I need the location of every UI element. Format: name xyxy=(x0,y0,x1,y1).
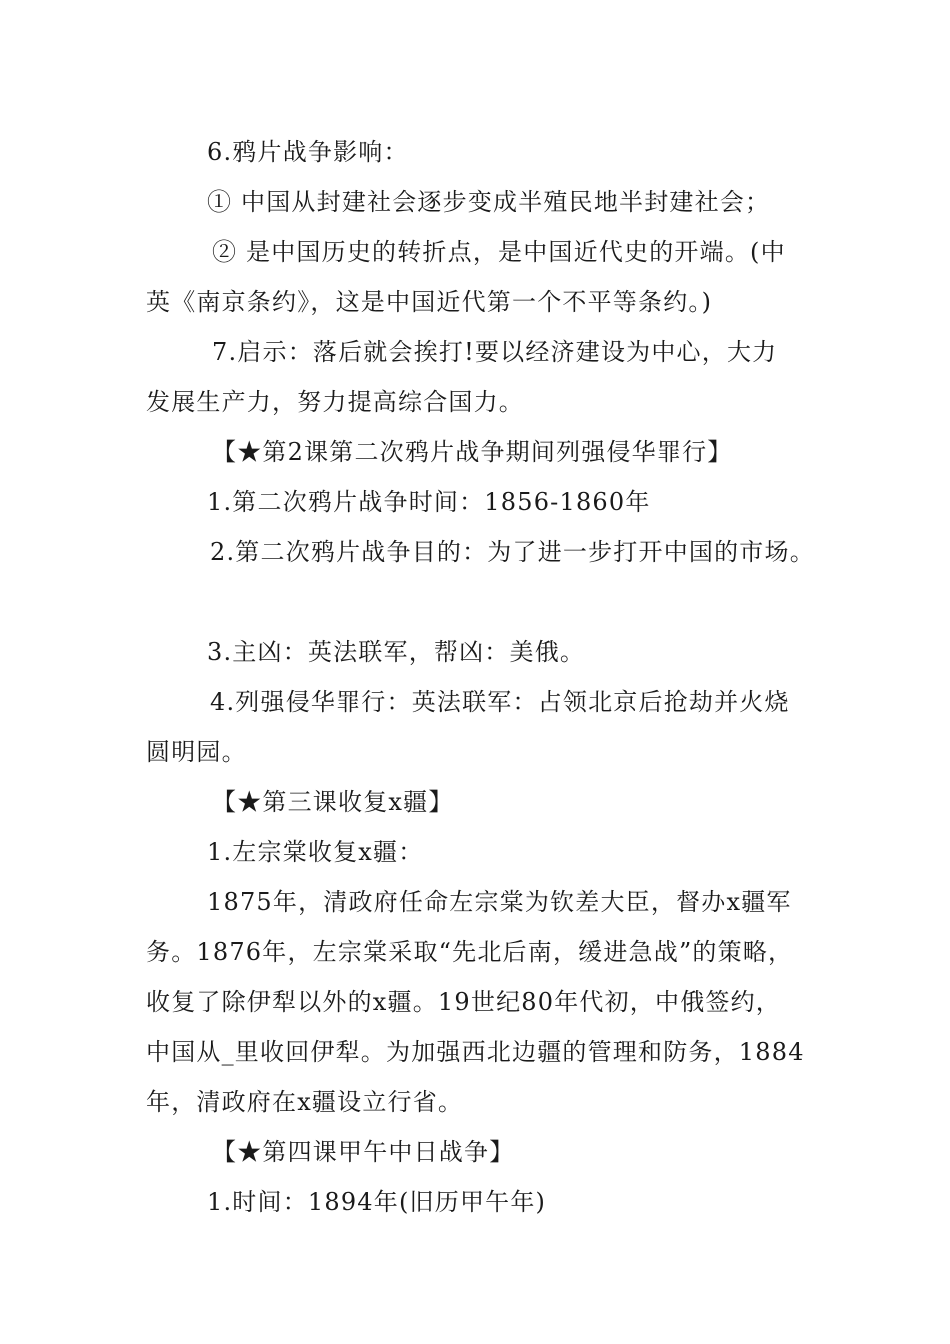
text-line: 1.时间：1894年(旧历甲午年) xyxy=(207,1188,547,1216)
text-line: 1875年，清政府任命左宗棠为钦差大臣，督办x疆军 xyxy=(207,888,792,916)
text-line: 7.启示：落后就会挨打!要以经济建设为中心，大力 xyxy=(212,338,778,366)
text-line: 务。1876年，左宗棠采取“先北后南，缓进急战”的策略， xyxy=(146,938,794,966)
text-line: 发展生产力，努力提高综合国力。 xyxy=(146,388,524,416)
text-line: 6.鸦片战争影响： xyxy=(207,138,409,166)
text-line: 收复了除伊犁以外的x疆。19世纪80年代初，中俄签约， xyxy=(146,988,782,1016)
section-heading: 【★第四课甲午中日战争】 xyxy=(212,1138,515,1166)
text-line: ① 中国从封建社会逐步变成半殖民地半封建社会； xyxy=(207,188,771,216)
text-line: 3.主凶：英法联军，帮凶：美俄。 xyxy=(207,638,586,666)
text-line: 1.第二次鸦片战争时间：1856-1860年 xyxy=(207,488,651,516)
text-line: 中国从_里收回伊犁。为加强西北边疆的管理和防务，1884 xyxy=(146,1038,805,1066)
text-line: 圆明园。 xyxy=(146,738,247,766)
text-line: 4.列强侵华罪行：英法联军：占领北京后抢劫并火烧 xyxy=(210,688,790,716)
text-line: 1.左宗棠收复x疆： xyxy=(207,838,424,866)
text-line: 年，清政府在x疆设立行省。 xyxy=(146,1088,464,1116)
text-line: ② 是中国历史的转折点，是中国近代史的开端。(中 xyxy=(212,238,786,266)
section-heading: 【★第三课收复x疆】 xyxy=(212,788,454,816)
text-line: 英《南京条约》，这是中国近代第一个不平等条约。) xyxy=(146,288,713,316)
section-heading: 【★第2课第二次鸦片战争期间列强侵华罪行】 xyxy=(212,438,733,466)
text-line: 2.第二次鸦片战争目的：为了进一步打开中国的市场。 xyxy=(210,538,815,566)
